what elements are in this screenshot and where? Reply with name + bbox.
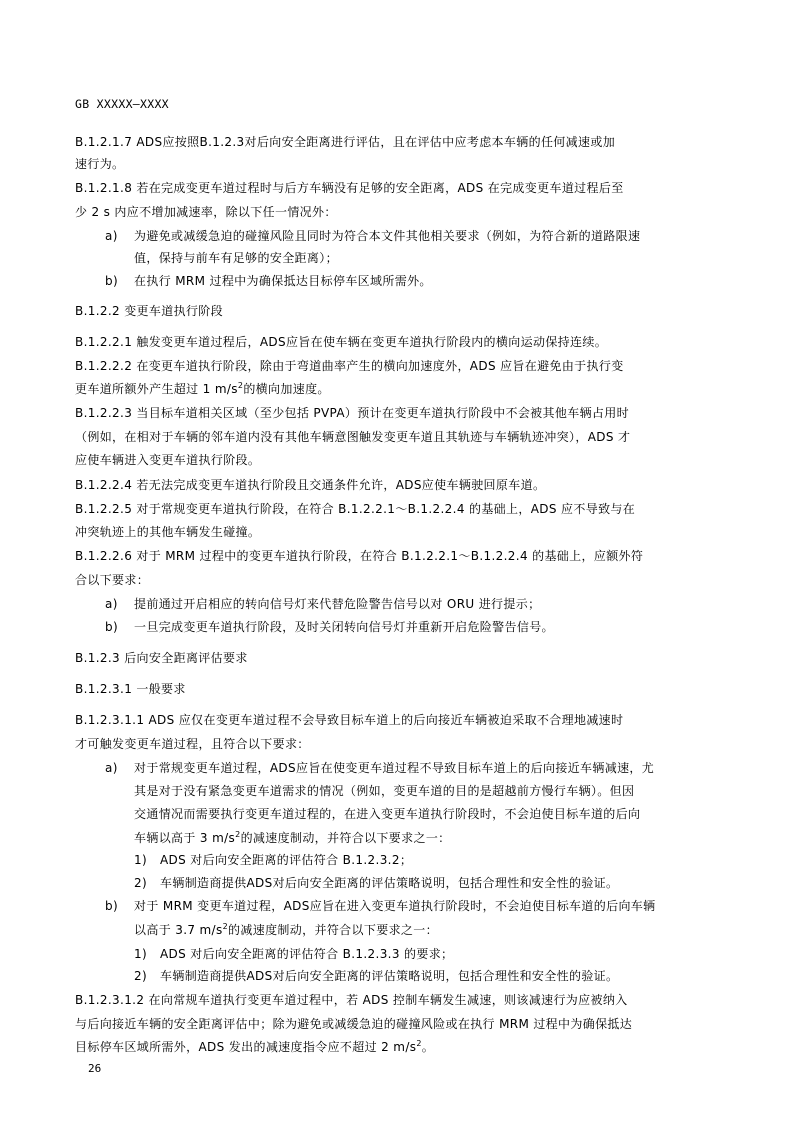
list-marker: a) [105, 229, 118, 243]
text-line: 为避免或减缓急迫的碰撞风险且同时为符合本文件其他相关要求（例如，为符合新的道路限速 [134, 229, 641, 243]
text-line: B.1.2.3.1.1 ADS 应仅在变更车道过程不会导致目标车道上的后向接近车辆被迫采取不合理地减速时 [75, 713, 624, 727]
text-line: 一旦完成变更车道执行阶段，及时关闭转向信号灯并重新开启危险警告信号。 [134, 620, 554, 634]
text-line: 对于常规变更车道过程，ADS应旨在使变更车道过程不导致目标车道上的后向接近车辆减速，尤 [134, 761, 655, 775]
text-line: B.1.2.2.3 当目标车道相关区域（至少包括 PVPA）预计在变更车道执行阶段中不会被其他车辆占用时 [75, 406, 629, 420]
list-marker: a) [105, 761, 118, 775]
list-marker: 1) [134, 947, 148, 961]
text-line: 对于 MRM 变更车道过程，ADS应旨在进入变更车道执行阶段时，不会迫使目标车道的后向车辆 [134, 899, 656, 913]
text-line: 合以下要求： [75, 573, 150, 587]
text-line: B.1.2.2.2 在变更车道执行阶段，除由于弯道曲率产生的横向加速度外，ADS 应旨在避免由于执行变 [75, 359, 624, 373]
text-line: ADS 对后向安全距离的评估符合 B.1.2.3.3 的要求； [160, 947, 454, 961]
text-line: 在执行 MRM 过程中为确保抵达目标停车区域所需外。 [134, 274, 432, 288]
text-line: ADS 对后向安全距离的评估符合 B.1.2.3.2； [160, 853, 413, 867]
list-marker: 1) [134, 853, 148, 867]
text-line: B.1.2.2.1 触发变更车道过程后，ADS应旨在使车辆在变更车道执行阶段内的横向运动保持连续。 [75, 335, 608, 349]
text-line: 提前通过开启相应的转向信号灯来代替危险警告信号以对 ORU 进行提示； [134, 597, 541, 611]
list-marker: b) [105, 620, 118, 634]
list-marker: b) [105, 899, 118, 913]
text-line: 才可触发变更车道过程，且符合以下要求： [75, 737, 310, 751]
text-line: 车辆以高于 3 $m/s^2$的减速度制动，并符合以下要求之一： [134, 830, 451, 845]
text-line: 以高于 3.7 $m/s^2$的减速度制动，并符合以下要求之一： [134, 922, 438, 937]
text-line: 与后向接近车辆的安全距离评估中；除为避免或减缓急迫的碰撞风险或在执行 MRM 过程中为确保抵达 [75, 1017, 633, 1031]
text-line: 速行为。 [75, 157, 125, 171]
list-marker: 2) [134, 876, 148, 890]
text-line: 冲突轨迹上的其他车辆发生碰撞。 [75, 525, 261, 539]
text-line: 车辆制造商提供ADS对后向安全距离的评估策略说明，包括合理性和安全性的验证。 [160, 876, 619, 890]
text-line: 值，保持与前车有足够的安全距离）； [134, 251, 338, 265]
list-marker: a) [105, 597, 118, 611]
text-line: 少 2 s 内应不增加减速率，除以下任一情况外： [75, 205, 337, 219]
text-line: B.1.2.2.4 若无法完成变更车道执行阶段且交通条件允许，ADS应使车辆驶回原车道。 [75, 478, 546, 492]
section-heading: B.1.2.3 后向安全距离评估要求 [75, 651, 248, 665]
text-line: 车辆制造商提供ADS对后向安全距离的评估策略说明，包括合理性和安全性的验证。 [160, 969, 619, 983]
text-line: B.1.2.1.7 ADS应按照B.1.2.3对后向安全距离进行评估，且在评估中应考虑本车辆的任何减速或加 [75, 135, 616, 149]
text-line: B.1.2.3.1.2 在向常规车道执行变更车道过程中，若 ADS 控制车辆发生减速，则该减速行为应被纳入 [75, 993, 628, 1007]
section-heading: B.1.2.3.1 一般要求 [75, 682, 186, 696]
text-line: 应使车辆进入变更车道执行阶段。 [75, 453, 261, 467]
text-line: 交通情况而需要执行变更车道过程的，在进入变更车道执行阶段时，不会迫使目标车道的后向 [134, 807, 641, 821]
list-marker: 2) [134, 969, 148, 983]
text-line: B.1.2.2.6 对于 MRM 过程中的变更车道执行阶段，在符合 B.1.2.2.1～B.1.2.2.4 的基础上，应额外符 [75, 549, 644, 563]
section-heading: B.1.2.2 变更车道执行阶段 [75, 304, 223, 318]
text-line: 更车道所额外产生超过 1 $m/s^2$的横向加速度。 [75, 381, 330, 396]
text-line: B.1.2.1.8 若在完成变更车道过程时与后方车辆没有足够的安全距离，ADS 在完成变更车道过程后至 [75, 181, 624, 195]
text-line: B.1.2.2.5 对于常规变更车道执行阶段，在符合 B.1.2.2.1～B.1.2.2.4 的基础上，ADS 应不导致与在 [75, 502, 636, 516]
list-marker: b) [105, 274, 118, 288]
text-line: 目标停车区域所需外，ADS 发出的减速度指令应不超过 2 $m/s^2$。 [75, 1039, 435, 1054]
document-header: GB XXXXX—XXXX [75, 97, 169, 111]
text-line: （例如，在相对于车辆的邻车道内没有其他车辆意图触发变更车道且其轨迹与车辆轨迹冲突），ADS 才 [75, 430, 631, 444]
text-line: 其是对于没有紧急变更车道需求的情况（例如，变更车道的目的是超越前方慢行车辆）。但因 [134, 784, 635, 798]
page-number: 26 [88, 1062, 102, 1075]
